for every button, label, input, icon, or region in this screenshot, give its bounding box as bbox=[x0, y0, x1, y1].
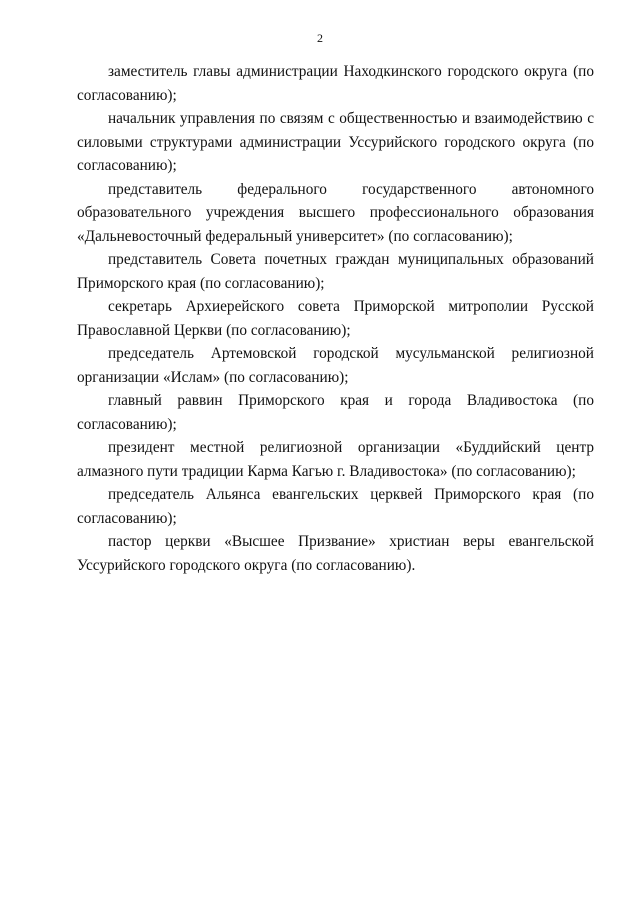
list-item: представитель федерального государственного автономного образовательного учреждения высшего профессионального образования «Дальневосточный федеральный университет» (по согласованию); bbox=[77, 180, 594, 245]
list-item: председатель Альянса евангельских церквей Приморского края (по согласованию); bbox=[77, 486, 594, 527]
list-item: представитель Совета почетных граждан муниципальных образований Приморского края (по согласованию); bbox=[77, 251, 594, 292]
list-item: начальник управления по связям с общественностью и взаимодействию с силовыми структурами администрации Уссурийского городского округа (по согласованию); bbox=[77, 110, 594, 174]
list-item: заместитель главы администрации Находкинского городского округа (по согласованию); bbox=[77, 63, 594, 104]
list-item: председатель Артемовской городской мусульманской религиозной организации «Ислам» (по согласованию); bbox=[77, 345, 594, 386]
page-number: 2 bbox=[317, 31, 323, 45]
list-item: пастор церкви «Высшее Призвание» христиан веры евангельской Уссурийского городского округа (по согласованию). bbox=[77, 533, 594, 574]
list-item: президент местной религиозной организации «Буддийский центр алмазного пути традиции Карма Кагью г. Владивостока» (по согласованию); bbox=[77, 439, 594, 480]
list-item: главный раввин Приморского края и города Владивостока (по согласованию); bbox=[77, 392, 594, 433]
list-item: секретарь Архиерейского совета Приморской митрополии Русской Православной Церкви (по согласованию); bbox=[77, 298, 594, 339]
member-list bbox=[77, 60, 594, 577]
